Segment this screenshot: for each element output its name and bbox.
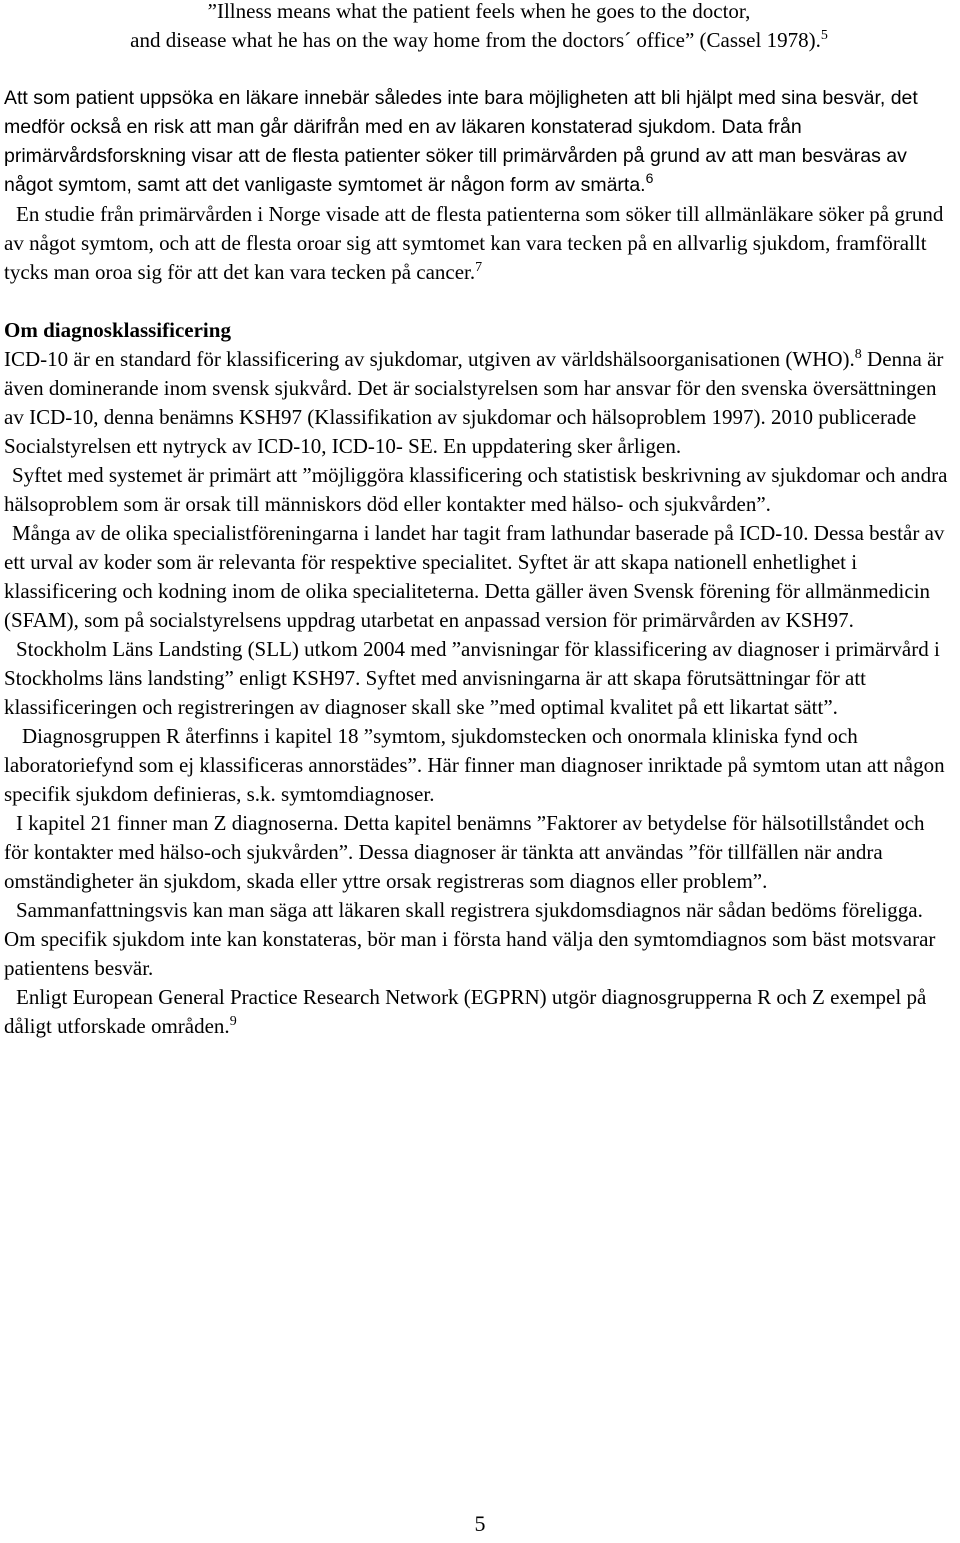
footnote-ref-9: 9 (229, 1014, 237, 1029)
paragraph-egprn (4, 983, 954, 1041)
paragraph-text: Att som patient uppsöka en läkare innebär således inte bara möjligheten att bli hjälpt med sina besvär, det medför också en risk att man går därifrån med en av läkaren konstaterad sjukdom. Data från primärvårdsforskning visar att de flesta patienter söker till primärvården på grund av att man besväras av något symtom, samt att det vanligaste symtomet är någon form av smärta. (4, 87, 918, 196)
paragraph-norway-study (4, 200, 954, 287)
paragraph-text: En studie från primärvården i Norge visade att de flesta patienterna som söker till allmänläkare söker på grund av något symtom, och att de flesta oroar sig att symtomet kan vara tecken på en allvarlig sjukdom, framförallt tycks man oroa sig för att det kan vara tecken på cancer. (4, 202, 944, 284)
section-heading: Om diagnosklassificering (4, 318, 231, 342)
paragraph-sll: Stockholm Läns Landsting (SLL) utkom 2004 med ”anvisningar för klassificering av diagnoser i primärvård i Stockholms läns landsting” enligt KSH97. Syftet med anvisningarna är att skapa förutsättningar för att klassificeringen och registreringen av diagnoser skall ske ”med optimal kvalitet på ett likartat sätt”. (4, 637, 940, 719)
footnote-ref-8: 8 (854, 347, 862, 362)
paragraph-summary: Sammanfattningsvis kan man säga att läkaren skall registrera sjukdomsdiagnos när sådan bedöms föreligga. Om specifik sjukdom inte kan konstateras, bör man i första hand välja den symtomdiagnos som bäst motsvarar patientens besvär. (4, 898, 936, 980)
page-number: 5 (474, 1511, 486, 1536)
document-page (4, 0, 954, 1041)
paragraph-text: Denna är även dominerande inom svensk sjukvård. Det är socialstyrelsen som har ansvar för den svenska översättningen av ICD-10, denna benämns KSH97 (Klassifikation av sjukdomar och hälsoproblem 1997). 2010 publicerade Socialstyrelsen ett nytryck av ICD-10, ICD-10- SE. En uppdatering sker årligen. (4, 347, 944, 458)
footnote-ref-5: 5 (820, 28, 828, 43)
cassel-quote (4, 0, 954, 55)
paragraph-text: Enligt European General Practice Research Network (EGPRN) utgör diagnosgrupperna R och Z exempel på dåligt utforskade områden. (4, 985, 927, 1038)
paragraph-diagnosis-group-r: Diagnosgruppen R återfinns i kapitel 18 ”symtom, sjukdomstecken och onormala kliniska fynd och laboratoriefynd som ej klassificeras annorstädes”. Här finner man diagnoser inriktade på symtom utan att någon specifik sjukdom definieras, s.k. symtomdiagnoser. (4, 724, 945, 806)
paragraph-specialist-associations: Många av de olika specialistföreningarna i landet har tagit fram lathundar baserade på ICD-10. Dessa består av ett urval av koder som är relevanta för respektive specialitet. Syftet är att skapa nationell enhetlighet i klassificering och kodning inom de olika specialiteterna. Detta gäller även Svensk förening för allmänmedicin (SFAM), som på socialstyrelsens uppdrag utarbetat en anpassad version för primärvården av KSH97. (4, 521, 945, 632)
paragraph-z-diagnoses: I kapitel 21 finner man Z diagnoserna. Detta kapitel benämns ”Faktorer av betydelse för hälsotillståndet och för kontakter med hälso-och sjukvården”. Dessa diagnoser är tänkta att användas ”för tillfällen när andra omständigheter än sjukdom, skada eller yttre orsak registreras som diagnos eller problem”. (4, 811, 925, 893)
paragraph-purpose: Syftet med systemet är primärt att ”möjliggöra klassificering och statistisk beskrivning av sjukdomar och andra hälsoproblem som är orsak till människors död eller kontakter med hälso- och sjukvården”. (4, 463, 948, 516)
paragraph-text: ICD-10 är en standard för klassificering av sjukdomar, utgiven av världshälsoorganisationen (WHO). (4, 347, 855, 371)
footnote-ref-7: 7 (475, 260, 483, 275)
paragraph-patient-visit (4, 84, 954, 200)
footnote-ref-6: 6 (645, 170, 654, 186)
quote-line-1: ”Illness means what the patient feels when he goes to the doctor, (207, 0, 751, 23)
quote-line-2: and disease what he has on the way home from the doctors´ office” (Cassel 1978). (130, 28, 821, 52)
paragraph-icd10 (4, 345, 954, 461)
